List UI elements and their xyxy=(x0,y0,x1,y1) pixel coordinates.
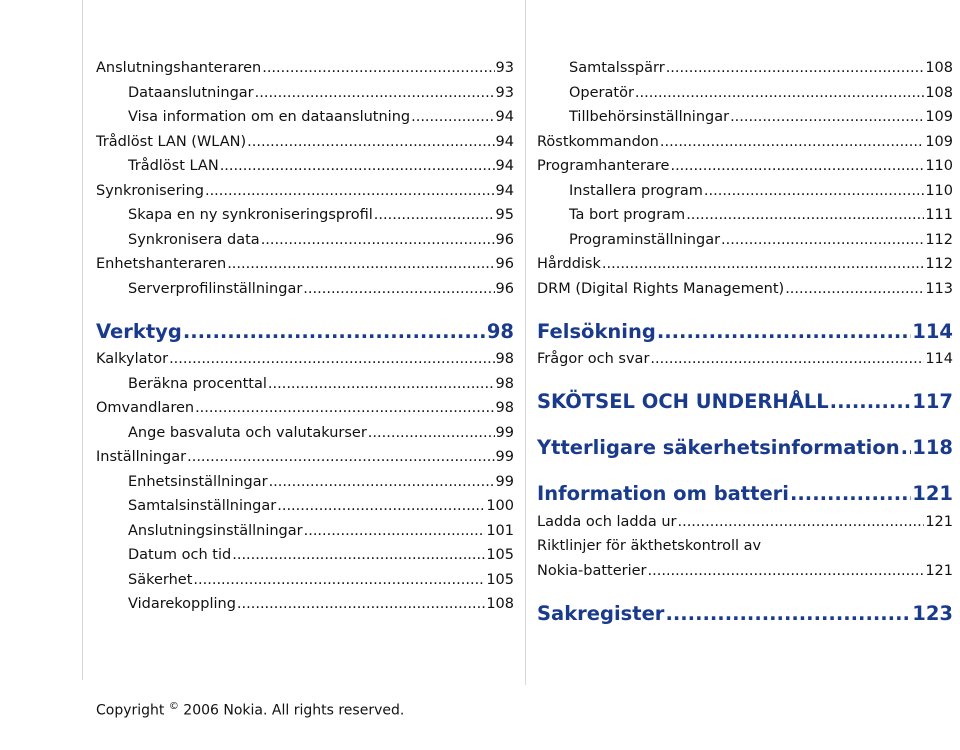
toc-entry[interactable] xyxy=(96,449,514,474)
toc-page-number: 96 xyxy=(495,256,514,272)
toc-entry-title: Hårddisk xyxy=(537,256,601,272)
toc-entry[interactable] xyxy=(96,572,514,597)
toc-page-number: 118 xyxy=(912,436,953,459)
toc-entry-title: Verktyg xyxy=(96,319,182,343)
toc-entry-title: Samtalsspärr xyxy=(569,60,665,76)
toc-page-number: 113 xyxy=(925,280,953,297)
dot-leader xyxy=(237,596,485,612)
copyright-footer xyxy=(96,701,404,719)
toc-entry-title: Operatör xyxy=(569,84,634,101)
left-margin-rule xyxy=(82,0,83,680)
dot-leader xyxy=(205,183,495,199)
toc-entry-title: Programhanterare xyxy=(537,158,670,174)
toc-section-heading[interactable] xyxy=(537,384,953,420)
toc-page-number: 100 xyxy=(486,498,514,514)
toc-entry-title: Anslutningshanteraren xyxy=(96,60,262,76)
toc-entry-title: Visa information om en dataanslutning xyxy=(128,109,411,125)
dot-leader xyxy=(677,514,924,530)
toc-entry-title: Säkerhet xyxy=(128,571,193,588)
dot-leader xyxy=(262,60,494,76)
toc-page-number: 108 xyxy=(486,596,514,612)
dot-leader xyxy=(411,109,494,125)
toc-entry-title: Anslutningsinställningar xyxy=(128,522,303,539)
toc-page-number: 109 xyxy=(925,133,953,150)
toc-entry[interactable] xyxy=(537,60,953,85)
toc-entry[interactable] xyxy=(96,85,514,110)
toc-page-number: 94 xyxy=(495,109,514,125)
toc-entry-title: Sakregister xyxy=(537,601,665,625)
toc-page-number: 98 xyxy=(486,319,514,343)
toc-entry-title: Datum och tid xyxy=(128,547,232,563)
toc-entry-title: Ytterligare säkerhetsinformation xyxy=(537,436,900,459)
dot-leader xyxy=(183,320,486,343)
toc-page-number: 121 xyxy=(912,482,953,505)
dot-leader xyxy=(303,281,494,297)
toc-page-number: 105 xyxy=(486,547,514,563)
toc-entry[interactable] xyxy=(96,596,514,621)
toc-entry[interactable] xyxy=(537,134,953,159)
dot-leader xyxy=(901,436,912,459)
toc-entry[interactable] xyxy=(96,60,514,85)
dot-leader xyxy=(660,134,924,150)
toc-entry-title: Inställningar xyxy=(96,449,187,465)
toc-entry[interactable] xyxy=(537,351,953,376)
toc-page-number: 112 xyxy=(925,256,953,272)
dot-leader xyxy=(374,207,495,223)
toc-entry-title: Ange basvaluta och valutakurser xyxy=(128,424,367,441)
toc-entry[interactable] xyxy=(96,158,514,183)
toc-entry[interactable] xyxy=(96,281,514,306)
toc-entry-title: Felsökning xyxy=(537,319,656,343)
toc-entry-continued[interactable] xyxy=(537,538,953,563)
dot-leader xyxy=(730,109,924,125)
dot-leader xyxy=(666,60,925,76)
toc-page-number: 121 xyxy=(925,513,953,530)
section-spacer xyxy=(537,305,953,313)
toc-entry-title: Trådlöst LAN xyxy=(128,158,219,174)
dot-leader xyxy=(277,498,485,514)
dot-leader xyxy=(790,482,911,505)
toc-entry[interactable] xyxy=(96,207,514,232)
dot-leader xyxy=(635,85,924,101)
toc-left-column xyxy=(96,60,514,621)
toc-entry[interactable] xyxy=(96,183,514,208)
toc-page-number: 112 xyxy=(925,231,953,248)
toc-entry[interactable] xyxy=(96,109,514,134)
toc-section-heading[interactable] xyxy=(537,430,953,466)
toc-entry[interactable] xyxy=(537,207,953,232)
toc-entry[interactable] xyxy=(537,85,953,110)
toc-section-heading[interactable] xyxy=(537,595,953,631)
toc-entry-title: Enhetsinställningar xyxy=(128,473,268,490)
toc-entry-title: Programinställningar xyxy=(569,231,721,248)
toc-page-number: 93 xyxy=(495,84,514,101)
section-spacer xyxy=(537,376,953,384)
toc-entry[interactable] xyxy=(96,425,514,450)
toc-entry[interactable] xyxy=(96,523,514,548)
toc-page-number: 98 xyxy=(495,351,514,367)
dot-leader xyxy=(195,400,494,416)
toc-entry-title: Omvandlaren xyxy=(96,400,195,416)
column-divider xyxy=(525,0,526,685)
toc-entry[interactable] xyxy=(537,109,953,134)
toc-entry[interactable] xyxy=(96,474,514,499)
toc-page-number: 110 xyxy=(925,158,953,174)
dot-leader xyxy=(269,474,495,490)
toc-page-number: 105 xyxy=(486,571,514,588)
copyright-symbol: © xyxy=(168,701,179,712)
toc-section-heading[interactable] xyxy=(96,313,514,349)
dot-leader xyxy=(657,320,911,343)
dot-leader xyxy=(830,390,912,413)
dot-leader xyxy=(650,351,924,367)
dot-leader xyxy=(187,449,494,465)
dot-leader xyxy=(232,547,485,563)
toc-page-number: 94 xyxy=(495,182,514,199)
toc-entry[interactable] xyxy=(96,134,514,159)
toc-entry-title: Samtalsinställningar xyxy=(128,498,277,514)
section-spacer xyxy=(96,305,514,313)
toc-entry-title: Riktlinjer för äkthetskontroll av xyxy=(537,538,762,554)
toc-page-number: 94 xyxy=(495,133,514,150)
toc-entry-title: Kalkylator xyxy=(96,351,169,367)
dot-leader xyxy=(169,351,494,367)
toc-page-number: 111 xyxy=(925,207,953,223)
toc-page-number: 109 xyxy=(925,109,953,125)
dot-leader xyxy=(785,281,924,297)
toc-section-heading[interactable] xyxy=(537,476,953,512)
toc-entry[interactable] xyxy=(537,158,953,183)
toc-entry-title: Enhetshanteraren xyxy=(96,256,227,272)
copyright-text: 2006 Nokia. All rights reserved. xyxy=(178,702,405,719)
toc-entry-title: SKÖTSEL OCH UNDERHÅLL xyxy=(537,390,829,413)
toc-page-number: 117 xyxy=(912,390,953,413)
dot-leader xyxy=(247,134,494,150)
toc-entry[interactable] xyxy=(96,232,514,257)
dot-leader xyxy=(648,563,925,579)
toc-page-number: 96 xyxy=(495,231,514,248)
toc-page-number: 123 xyxy=(912,601,953,625)
toc-entry[interactable] xyxy=(537,514,953,539)
toc-entry-title: Information om batteri xyxy=(537,482,789,505)
toc-page-number: 95 xyxy=(495,207,514,223)
toc-entry-title: Trådlöst LAN (WLAN) xyxy=(96,133,247,150)
dot-leader xyxy=(686,207,924,223)
toc-entry[interactable] xyxy=(96,400,514,425)
toc-page-number: 114 xyxy=(912,319,953,343)
toc-entry-title: Tillbehörsinställningar xyxy=(569,109,730,125)
toc-right-column xyxy=(537,60,953,631)
toc-entry-title: DRM (Digital Rights Management) xyxy=(537,280,785,297)
toc-page-number: 110 xyxy=(925,182,953,199)
toc-entry[interactable] xyxy=(96,498,514,523)
toc-entry-title: Frågor och svar xyxy=(537,351,650,367)
toc-page-number: 98 xyxy=(495,400,514,416)
toc-entry-title: Skapa en ny synkroniseringsprofil xyxy=(128,207,373,223)
toc-entry-title: Serverprofilinställningar xyxy=(128,280,303,297)
dot-leader xyxy=(261,232,495,248)
toc-page-number: 114 xyxy=(925,351,953,367)
toc-section-heading[interactable] xyxy=(537,313,953,349)
toc-page-number: 94 xyxy=(495,158,514,174)
toc-entry[interactable] xyxy=(96,547,514,572)
dot-leader xyxy=(255,85,495,101)
section-spacer xyxy=(537,422,953,430)
section-spacer xyxy=(537,468,953,476)
section-spacer xyxy=(537,587,953,595)
toc-entry[interactable] xyxy=(96,376,514,401)
toc-entry-title: Vidarekoppling xyxy=(128,596,236,612)
toc-entry[interactable] xyxy=(537,281,953,306)
toc-page-number: 108 xyxy=(925,84,953,101)
dot-leader xyxy=(602,256,924,272)
dot-leader xyxy=(193,572,485,588)
toc-page-number: 99 xyxy=(495,424,514,441)
toc-entry[interactable] xyxy=(537,232,953,257)
dot-leader xyxy=(220,158,495,174)
toc-entry[interactable] xyxy=(537,256,953,281)
toc-entry-title: Dataanslutningar xyxy=(128,84,254,101)
dot-leader xyxy=(665,602,911,625)
dot-leader xyxy=(670,158,924,174)
toc-page-number: 93 xyxy=(495,60,514,76)
toc-entry-title: Synkronisering xyxy=(96,182,204,199)
toc-entry[interactable] xyxy=(537,183,953,208)
toc-entry-title: Ta bort program xyxy=(569,207,686,223)
copyright-prefix: Copyright xyxy=(96,702,169,719)
toc-page-number: 121 xyxy=(925,562,953,579)
toc-page-number: 99 xyxy=(495,473,514,490)
toc-entry[interactable] xyxy=(537,563,953,588)
dot-leader xyxy=(227,256,494,272)
toc-entry-title: Beräkna procenttal xyxy=(128,375,267,392)
toc-entry[interactable] xyxy=(96,351,514,376)
toc-page-number: 96 xyxy=(495,280,514,297)
toc-page-number: 98 xyxy=(495,375,514,392)
dot-leader xyxy=(704,183,924,199)
dot-leader xyxy=(368,425,495,441)
toc-entry-title: Ladda och ladda ur xyxy=(537,513,677,530)
toc-entry[interactable] xyxy=(96,256,514,281)
dot-leader xyxy=(268,376,495,392)
toc-page-number: 101 xyxy=(486,522,514,539)
dot-leader xyxy=(304,523,486,539)
toc-entry-title: Nokia-batterier xyxy=(537,562,647,579)
toc-page-number: 108 xyxy=(925,60,953,76)
dot-leader xyxy=(721,232,924,248)
toc-entry-title: Synkronisera data xyxy=(128,231,260,248)
toc-page-number: 99 xyxy=(495,449,514,465)
toc-entry-title: Röstkommandon xyxy=(537,133,659,150)
toc-entry-title: Installera program xyxy=(569,182,703,199)
